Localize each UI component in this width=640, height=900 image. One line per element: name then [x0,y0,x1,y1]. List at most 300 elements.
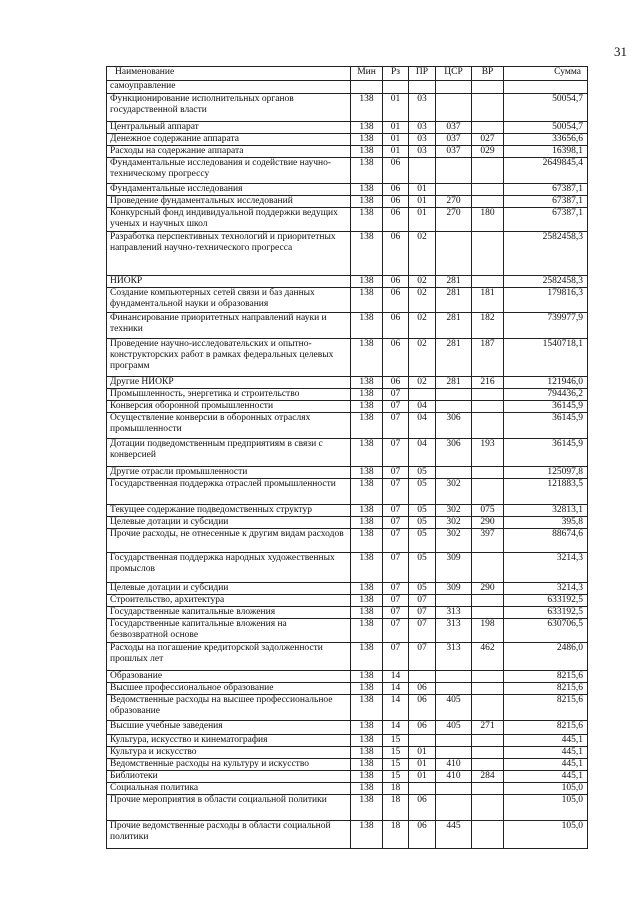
row-sum: 50054,7 [504,94,588,122]
row-vr: 027 [472,134,504,146]
table-row [107,553,588,583]
row-csr: 302 [436,517,472,529]
table-row [107,94,588,122]
row-pr [409,671,436,683]
row-min: 138 [351,505,383,517]
row-csr: 445 [436,821,472,849]
row-rz: 01 [383,146,409,158]
page-number: 31 [614,44,627,59]
row-pr: 02 [409,313,436,339]
row-rz: 06 [383,377,409,389]
row-sum: 2582458,3 [504,276,588,288]
row-pr: 01 [409,771,436,783]
row-csr: 309 [436,583,472,595]
row-rz: 06 [383,288,409,313]
row-vr [472,695,504,721]
row-name: Социальная политика [107,783,351,795]
row-vr: 216 [472,377,504,389]
row-vr: 181 [472,288,504,313]
header-sum: Сумма [504,67,588,81]
row-min: 138 [351,184,383,196]
row-min: 138 [351,695,383,721]
row-vr [472,184,504,196]
row-name: Другие НИОКР [107,377,351,389]
row-min: 138 [351,619,383,643]
row-min: 138 [351,208,383,232]
row-pr: 01 [409,184,436,196]
row-csr: 313 [436,607,472,619]
row-pr: 01 [409,208,436,232]
row-pr: 06 [409,821,436,849]
row-min: 138 [351,759,383,771]
row-name: Культура, искусство и кинематография [107,735,351,747]
row-rz: 07 [383,553,409,583]
row-sum: 125097,8 [504,467,588,479]
row-csr [436,232,472,276]
row-pr: 03 [409,146,436,158]
row-sum: 8215,6 [504,671,588,683]
row-sum: 630706,5 [504,619,588,643]
header-pr: ПР [409,67,436,81]
table-row [107,783,588,795]
table-row [107,467,588,479]
row-vr: 271 [472,721,504,735]
row-rz: 06 [383,158,409,184]
row-vr: 182 [472,313,504,339]
row-name: Прочие мероприятия в области социальной политики [107,795,351,821]
row-vr [472,94,504,122]
row-rz: 14 [383,695,409,721]
table-row [107,529,588,553]
table-row [107,232,588,276]
row-min: 138 [351,595,383,607]
table-row [107,619,588,643]
table-row [107,122,588,134]
row-csr: 405 [436,695,472,721]
row-min: 138 [351,821,383,849]
row-vr [472,389,504,401]
row-rz: 18 [383,795,409,821]
row-rz: 06 [383,208,409,232]
row-pr [409,81,436,94]
row-rz: 06 [383,339,409,377]
row-rz: 15 [383,771,409,783]
row-vr [472,276,504,288]
row-pr: 02 [409,288,436,313]
row-sum: 2582458,3 [504,232,588,276]
budget-table [106,66,588,849]
row-name: Центральный аппарат [107,122,351,134]
row-pr: 03 [409,94,436,122]
row-csr: 302 [436,505,472,517]
row-sum: 794436,2 [504,389,588,401]
row-sum: 8215,6 [504,683,588,695]
row-name: Конкурсный фонд индивидуальной поддержки ведущих ученых и научных школ [107,208,351,232]
row-csr: 037 [436,122,472,134]
table-row [107,196,588,208]
row-name: Текущее содержание подведомственных структур [107,505,351,517]
table-row [107,158,588,184]
row-min [351,81,383,94]
row-rz: 07 [383,389,409,401]
row-name: Ведомственные расходы на высшее профессиональное образование [107,695,351,721]
row-min: 138 [351,122,383,134]
table-row [107,146,588,158]
row-rz: 07 [383,439,409,467]
row-name: Образование [107,671,351,683]
row-min: 138 [351,276,383,288]
row-min: 138 [351,158,383,184]
row-sum: 36145,9 [504,439,588,467]
row-csr: 270 [436,208,472,232]
row-name: Расходы на погашение кредиторской задолженности прошлых лет [107,643,351,671]
row-name: Фундаментальные исследования [107,184,351,196]
row-vr [472,683,504,695]
row-csr: 302 [436,529,472,553]
row-rz: 07 [383,607,409,619]
row-csr: 302 [436,479,472,505]
row-vr [472,122,504,134]
table-row [107,377,588,389]
row-min: 138 [351,134,383,146]
row-rz: 06 [383,276,409,288]
row-pr: 03 [409,122,436,134]
row-pr: 06 [409,683,436,695]
row-rz: 07 [383,467,409,479]
row-csr [436,158,472,184]
table-row [107,759,588,771]
table-row [107,81,588,94]
row-rz: 14 [383,721,409,735]
row-csr [436,81,472,94]
row-min: 138 [351,795,383,821]
table-header [107,67,588,81]
table-row [107,735,588,747]
row-sum: 739977,9 [504,313,588,339]
row-csr: 306 [436,439,472,467]
row-csr: 281 [436,339,472,377]
row-name: Государственная поддержка отраслей промышленности [107,479,351,505]
table-row [107,339,588,377]
row-sum: 445,1 [504,771,588,783]
row-sum: 105,0 [504,795,588,821]
row-pr [409,158,436,184]
row-rz: 07 [383,583,409,595]
row-sum [504,81,588,94]
row-pr: 07 [409,643,436,671]
row-pr [409,783,436,795]
row-pr: 04 [409,413,436,439]
row-min: 138 [351,747,383,759]
header-csr: ЦСР [436,67,472,81]
row-csr [436,683,472,695]
row-vr [472,232,504,276]
row-min: 138 [351,479,383,505]
row-name: Государственная поддержка народных художественных промыслов [107,553,351,583]
row-csr: 313 [436,643,472,671]
row-vr: 290 [472,583,504,595]
row-rz: 07 [383,401,409,413]
row-pr: 02 [409,232,436,276]
row-min: 138 [351,467,383,479]
row-sum: 67387,1 [504,184,588,196]
row-csr: 270 [436,196,472,208]
row-rz: 06 [383,313,409,339]
header-rz: Рз [383,67,409,81]
row-pr: 01 [409,747,436,759]
row-vr: 075 [472,505,504,517]
table-row [107,595,588,607]
row-rz: 06 [383,232,409,276]
row-rz: 14 [383,671,409,683]
row-name: Прочие расходы, не отнесенные к другим видам расходов [107,529,351,553]
row-sum: 67387,1 [504,208,588,232]
row-name: Государственные капитальные вложения на безвозвратной основе [107,619,351,643]
row-sum: 121946,0 [504,377,588,389]
row-name: Фундаментальные исследования и содействие научно-техническому прогрессу [107,158,351,184]
row-pr [409,389,436,401]
row-min: 138 [351,401,383,413]
row-csr: 405 [436,721,472,735]
table-row [107,439,588,467]
row-vr [472,479,504,505]
row-csr: 306 [436,413,472,439]
row-vr [472,595,504,607]
row-name: Библиотеки [107,771,351,783]
row-vr: 284 [472,771,504,783]
row-name: Государственные капитальные вложения [107,607,351,619]
row-min: 138 [351,517,383,529]
row-pr: 01 [409,196,436,208]
row-vr: 397 [472,529,504,553]
row-pr: 06 [409,695,436,721]
table-row [107,479,588,505]
row-sum: 1540718,1 [504,339,588,377]
row-min: 138 [351,339,383,377]
header-vr: ВР [472,67,504,81]
row-pr: 04 [409,401,436,413]
row-name: Строительство, архитектура [107,595,351,607]
row-sum: 8215,6 [504,721,588,735]
row-sum: 2649845,4 [504,158,588,184]
row-pr: 06 [409,795,436,821]
table-row [107,389,588,401]
table-row [107,721,588,735]
row-min: 138 [351,607,383,619]
table-row [107,413,588,439]
row-csr: 410 [436,771,472,783]
table-row [107,517,588,529]
row-rz: 01 [383,94,409,122]
row-name: Расходы на содержание аппарата [107,146,351,158]
row-name: Проведение фундаментальных исследований [107,196,351,208]
table-row [107,505,588,517]
header-row [107,67,588,81]
row-rz: 06 [383,184,409,196]
table-row [107,795,588,821]
row-rz: 07 [383,479,409,505]
row-pr: 05 [409,517,436,529]
row-min: 138 [351,583,383,595]
row-csr [436,795,472,821]
row-min: 138 [351,313,383,339]
row-min: 138 [351,683,383,695]
row-rz: 07 [383,517,409,529]
row-sum: 105,0 [504,783,588,795]
row-min: 138 [351,735,383,747]
row-csr [436,671,472,683]
table-body [107,81,588,849]
table-row [107,683,588,695]
row-pr: 05 [409,505,436,517]
row-name: Осуществление конверсии в оборонных отраслях промышленности [107,413,351,439]
row-csr: 037 [436,146,472,158]
row-vr [472,783,504,795]
row-min: 138 [351,94,383,122]
row-csr [436,467,472,479]
row-vr [472,553,504,583]
table-row [107,208,588,232]
row-pr: 02 [409,276,436,288]
row-vr: 187 [472,339,504,377]
row-csr: 281 [436,313,472,339]
row-vr: 462 [472,643,504,671]
row-sum: 395,8 [504,517,588,529]
row-vr [472,607,504,619]
table-row [107,583,588,595]
row-sum: 32813,1 [504,505,588,517]
row-csr [436,184,472,196]
row-rz: 07 [383,619,409,643]
row-rz: 07 [383,595,409,607]
row-csr [436,783,472,795]
row-csr [436,735,472,747]
row-csr [436,747,472,759]
row-sum: 8215,6 [504,695,588,721]
row-min: 138 [351,643,383,671]
table-row [107,821,588,849]
row-min: 138 [351,377,383,389]
row-pr: 07 [409,607,436,619]
row-rz: 07 [383,643,409,671]
row-name: Прочие ведомственные расходы в области социальной политики [107,821,351,849]
row-vr [472,413,504,439]
row-pr: 05 [409,583,436,595]
row-min: 138 [351,413,383,439]
table-row [107,401,588,413]
row-min: 138 [351,783,383,795]
row-name: НИОКР [107,276,351,288]
row-pr: 04 [409,439,436,467]
row-name: Создание компьютерных сетей связи и баз данных фундаментальной науки и образования [107,288,351,313]
row-rz: 07 [383,529,409,553]
row-min: 138 [351,671,383,683]
table-row [107,747,588,759]
table-row [107,276,588,288]
row-sum: 3214,3 [504,583,588,595]
row-pr: 01 [409,759,436,771]
row-pr: 05 [409,479,436,505]
row-csr: 281 [436,276,472,288]
table-row [107,695,588,721]
header-min: Мин [351,67,383,81]
row-min: 138 [351,553,383,583]
row-vr [472,401,504,413]
row-name: Целевые дотации и субсидии [107,517,351,529]
row-rz: 07 [383,413,409,439]
row-min: 138 [351,389,383,401]
row-rz: 15 [383,759,409,771]
row-rz: 18 [383,821,409,849]
row-pr: 05 [409,467,436,479]
table-row [107,313,588,339]
row-name: Конверсия оборонной промышленности [107,401,351,413]
row-name: Функционирование исполнительных органов государственной власти [107,94,351,122]
row-csr [436,595,472,607]
row-pr [409,735,436,747]
table-row [107,771,588,783]
row-csr: 309 [436,553,472,583]
row-vr [472,158,504,184]
row-rz: 15 [383,735,409,747]
row-rz: 07 [383,505,409,517]
row-name: Промышленность, энергетика и строительство [107,389,351,401]
row-pr: 05 [409,529,436,553]
row-vr [472,196,504,208]
row-sum: 121883,5 [504,479,588,505]
row-vr: 198 [472,619,504,643]
row-min: 138 [351,721,383,735]
row-sum: 445,1 [504,759,588,771]
table-row [107,288,588,313]
row-name: Разработка перспективных технологий и приоритетных направлений научно-технического прогресса [107,232,351,276]
row-min: 138 [351,196,383,208]
row-sum: 633192,5 [504,595,588,607]
row-name: Ведомственные расходы на культуру и искусство [107,759,351,771]
row-sum: 179816,3 [504,288,588,313]
row-pr: 07 [409,619,436,643]
row-name: Финансирование приоритетных направлений науки и техники [107,313,351,339]
row-vr [472,735,504,747]
row-min: 138 [351,146,383,158]
row-sum: 33656,6 [504,134,588,146]
row-vr: 029 [472,146,504,158]
row-csr: 281 [436,377,472,389]
row-csr: 410 [436,759,472,771]
table-row [107,134,588,146]
row-sum: 67387,1 [504,196,588,208]
row-vr [472,821,504,849]
row-vr [472,81,504,94]
row-name: Проведение научно-исследовательских и опытно-конструкторских работ в рамках федеральных целевых программ [107,339,351,377]
table-row [107,607,588,619]
row-rz: 18 [383,783,409,795]
row-sum: 3214,3 [504,553,588,583]
row-vr [472,747,504,759]
row-csr: 281 [436,288,472,313]
row-min: 138 [351,771,383,783]
row-csr [436,401,472,413]
row-vr: 290 [472,517,504,529]
row-rz: 14 [383,683,409,695]
row-vr [472,467,504,479]
row-rz: 15 [383,747,409,759]
row-name: Дотации подведомственным предприятиям в связи с конверсией [107,439,351,467]
row-vr [472,671,504,683]
row-pr: 02 [409,339,436,377]
table-row [107,184,588,196]
row-sum: 445,1 [504,735,588,747]
